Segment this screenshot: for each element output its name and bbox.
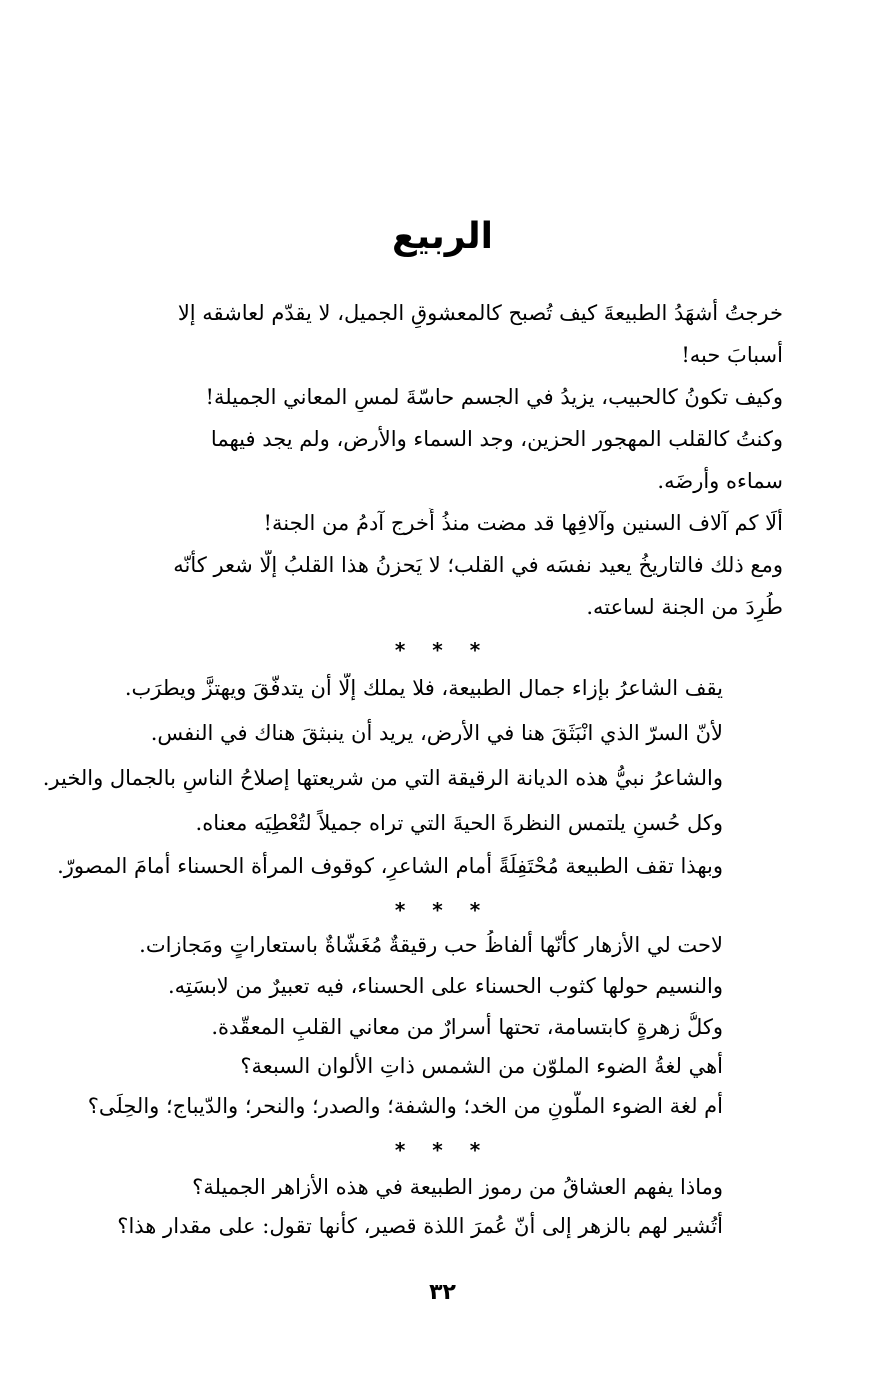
text-line: وكل حُسنٍ يلتمس النظرةَ الحيةَ التي تراه جميلاً لتُعْطِيَه معناه. <box>195 811 723 835</box>
text-line: ومع ذلك فالتاريخُ يعيد نفسَه في القلب؛ لا يَحزنُ هذا القلبُ إلّا شعر كأنّه <box>173 553 783 577</box>
text-line: يقف الشاعرُ بإزاء جمال الطبيعة، فلا يملك إلّا أن يتدفّقَ ويهتزَّ ويطرَب. <box>124 676 723 700</box>
text-line: والنسيم حولها كثوب الحسناء على الحسناء، فيه تعبيرٌ من لابسَتِه. <box>167 974 723 998</box>
text-line: والشاعرُ نبيُّ هذه الديانة الرقيقة التي من شريعتها إصلاحُ الناسِ بالجمال والخير. <box>43 766 723 790</box>
text-line: أهي لغةُ الضوء الملوّن من الشمس ذاتِ الألوان السبعة؟ <box>240 1054 723 1078</box>
chapter-title: الربيع <box>391 216 494 257</box>
text-line: لأنّ السرّ الذي انْبَثَقَ هنا في الأرض، يريد أن ينبثقَ هناك في النفس. <box>150 721 723 745</box>
section-separator: * * * <box>394 638 491 662</box>
text-line: طُرِدَ من الجنة لساعته. <box>586 595 783 619</box>
text-line: لاحت لي الأزهار كأنّها ألفاظُ حب رقيقةٌ مُغَشّاةٌ باستعاراتٍ ومَجازات. <box>139 933 723 957</box>
section-separator: * * * <box>394 898 491 922</box>
text-line: سماءه وأرضَه. <box>657 469 783 493</box>
text-line: ألَا كم آلاف السنين وآلافِها قد مضت منذُ أُخرج آدمُ من الجنة! <box>263 511 783 535</box>
text-line: وبهذا تقف الطبيعة مُحْتَفِلَةً أمام الشاعرِ، كوقوف المرأة الحسناء أمامَ المصورّ. <box>57 854 723 878</box>
text-line: خرجتُ أشهَدُ الطبيعةَ كيف تُصبح كالمعشوقِ الجميل، لا يقدّم لعاشقه إلا <box>177 301 783 325</box>
text-line: أتُشير لهم بالزهر إلى أنّ عُمرَ اللذة قصير، كأنها تقول: على مقدار هذا؟ <box>117 1214 723 1238</box>
text-line: وكلُّ زهرةٍ كابتسامة، تحتها أسرارٌ من معاني القلبِ المعقّدة. <box>211 1015 723 1039</box>
section-separator: * * * <box>394 1138 491 1162</box>
text-line: أسبابَ حبه! <box>681 343 783 367</box>
page-number: ٣٢ <box>429 1280 456 1305</box>
text-line: أم لغة الضوء الملَّونِ من الخد؛ والشفة؛ والصدر؛ والنحر؛ والدّيباج؛ والحِلَى؟ <box>87 1094 723 1118</box>
text-line: وماذا يفهم العشاقُ من رموز الطبيعة في هذه الأزاهر الجميلة؟ <box>192 1175 723 1199</box>
text-line: وكيف تكونُ كالحبيب، يزيدُ في الجسم حاسّةَ لمسِ المعاني الجميلة! <box>205 385 783 409</box>
text-line: وكنتُ كالقلب المهجور الحزين، وجد السماء والأرض، ولم يجد فيهما <box>210 427 783 451</box>
